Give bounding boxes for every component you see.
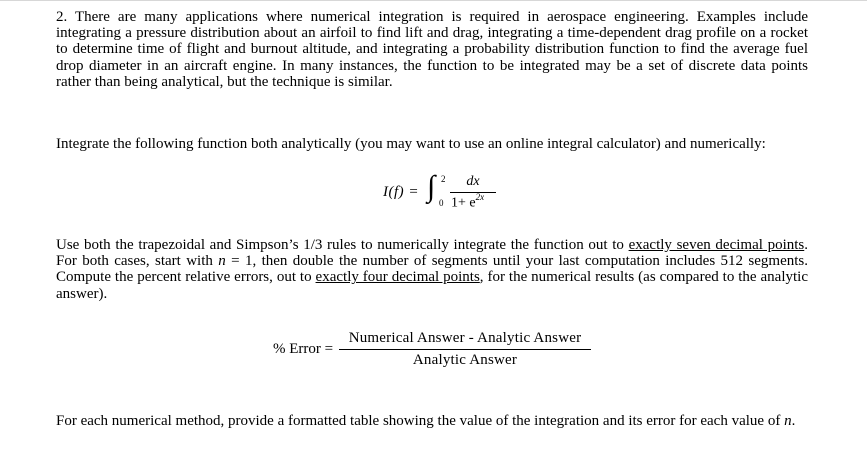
error-fraction-bar bbox=[339, 349, 591, 350]
closing-text: For each numerical method, provide a formatted table showing the value of the integration and its error for each value of bbox=[56, 413, 785, 429]
method-text-4: , for the numerical results (as compared to the analytic answer). bbox=[56, 269, 808, 302]
error-numerator: Numerical Answer - Analytic Answer bbox=[348, 330, 582, 346]
closing-period: . bbox=[791, 413, 796, 429]
seven-decimal-points: exactly seven decimal points bbox=[628, 237, 805, 253]
error-lhs: % Error = bbox=[273, 341, 334, 357]
integral-denominator bbox=[451, 193, 484, 212]
integral-sign: ∫ bbox=[427, 170, 436, 203]
n-variable: n bbox=[218, 253, 226, 270]
method-text-3: = 1, then double the number of segments until your last computation includes 512 segments. Compute the percent relative errors, out to bbox=[56, 253, 808, 286]
intro-paragraph: 2. There are many applications where numerical integration is required in aerospace engineering. Examples include integrating a pressure distribution about an airfoil to find lift and drag, integrating a time-dependent drag profile on a rocket to determine time of flight and burnout altitude, and integrating a probability distribution function to find the average fuel drop diameter in an aircraft engine. In many instances, the function to be integrated may be a set of discrete data points rather than being analytical, but the technique is similar. bbox=[56, 9, 808, 90]
error-formula bbox=[273, 330, 603, 374]
closing-paragraph bbox=[56, 413, 808, 429]
four-decimal-points: exactly four decimal points bbox=[315, 269, 480, 286]
integral-upper-limit: 2 bbox=[441, 174, 446, 184]
instruction-paragraph: Integrate the following function both analytically (you may want to use an online integral calculator) and numerically: bbox=[56, 136, 766, 152]
method-text-1: Use both the trapezoidal and Simpson’s 1/3 rules to numerically integrate the function out to bbox=[56, 237, 629, 253]
integral-equation bbox=[383, 172, 523, 216]
integral-lhs: I(f) = bbox=[383, 184, 420, 200]
closing-n-variable: n bbox=[784, 413, 792, 429]
integral-lower-limit: 0 bbox=[439, 198, 444, 208]
denominator-base: 1+ e bbox=[451, 195, 476, 211]
integral-numerator: dx bbox=[466, 174, 480, 189]
error-denominator: Analytic Answer bbox=[412, 352, 518, 368]
method-paragraph bbox=[56, 237, 808, 302]
denominator-exponent: 2x bbox=[475, 192, 485, 202]
method-text-2: . For both cases, start with bbox=[56, 237, 808, 270]
